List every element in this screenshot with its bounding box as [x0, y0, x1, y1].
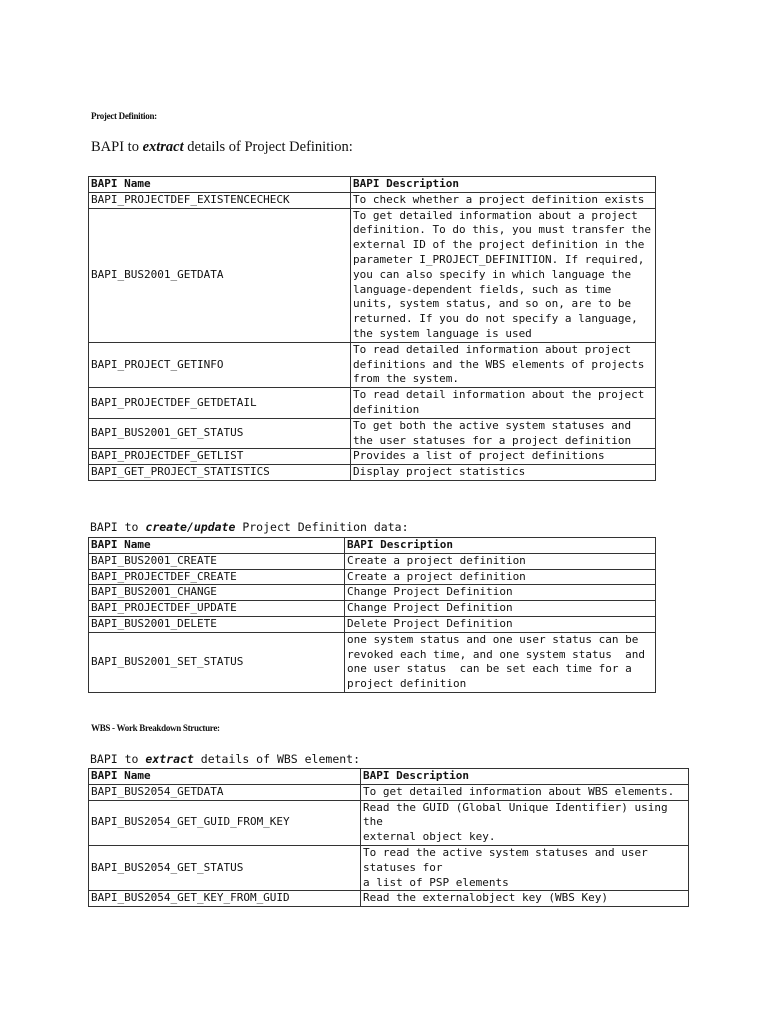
table-header-row: [89, 769, 689, 785]
intro-prefix: BAPI to: [90, 520, 146, 534]
table-row: [89, 784, 689, 800]
wbs-extract-table: [88, 768, 689, 907]
project-create-update-table: [88, 537, 656, 693]
table-row: [89, 192, 656, 208]
table-row: [89, 553, 656, 569]
table-row: [89, 388, 656, 419]
bapi-name-cell: BAPI_BUS2001_GETDATA: [89, 208, 351, 342]
intro-prefix: BAPI to: [91, 139, 143, 155]
header-bapi-name: BAPI Name: [89, 769, 361, 785]
intro-suffix: details of WBS element:: [193, 752, 361, 766]
bapi-description-cell: Provides a list of project definitions: [351, 449, 656, 465]
bapi-description-cell: Change Project Definition: [345, 585, 656, 601]
create-update-intro: [90, 520, 409, 534]
bapi-description-cell: Change Project Definition: [345, 601, 656, 617]
bapi-name-cell: BAPI_GET_PROJECT_STATISTICS: [89, 465, 351, 481]
table-header-row: [89, 538, 656, 554]
bapi-name-cell: BAPI_PROJECTDEF_EXISTENCECHECK: [89, 192, 351, 208]
intro-emphasis: extract: [145, 752, 194, 766]
intro-prefix: BAPI to: [90, 752, 146, 766]
bapi-description-cell: Read the externalobject key (WBS Key): [361, 891, 689, 907]
bapi-name-cell: BAPI_BUS2001_DELETE: [89, 616, 345, 632]
table-row: [89, 465, 656, 481]
intro-emphasis: create/update: [145, 520, 236, 534]
bapi-description-cell: Delete Project Definition: [345, 616, 656, 632]
bapi-name-cell: BAPI_BUS2001_SET_STATUS: [89, 632, 345, 692]
bapi-description-cell: Create a project definition: [345, 569, 656, 585]
header-bapi-description: BAPI Description: [351, 177, 656, 193]
intro-suffix: Project Definition data:: [235, 520, 409, 534]
table-row: [89, 585, 656, 601]
table-header-row: [89, 177, 656, 193]
extract-wbs-intro: [90, 752, 360, 766]
header-bapi-name: BAPI Name: [89, 538, 345, 554]
wbs-heading: WBS - Work Breakdown Structure:: [91, 723, 220, 733]
bapi-description-cell: Display project statistics: [351, 465, 656, 481]
intro-suffix: details of Project Definition:: [183, 139, 353, 155]
bapi-name-cell: BAPI_BUS2054_GET_GUID_FROM_KEY: [89, 800, 361, 845]
bapi-name-cell: BAPI_PROJECTDEF_GETLIST: [89, 449, 351, 465]
bapi-description-cell: To read detailed information about project definitions and the WBS elements of projects from the system.: [351, 342, 656, 387]
table-row: [89, 342, 656, 387]
bapi-name-cell: BAPI_BUS2001_CREATE: [89, 553, 345, 569]
bapi-name-cell: BAPI_BUS2054_GET_STATUS: [89, 845, 361, 890]
intro-emphasis: extract: [142, 139, 184, 155]
bapi-description-cell: To get both the active system statuses and the user statuses for a project definition: [351, 418, 656, 449]
bapi-name-cell: BAPI_PROJECTDEF_GETDETAIL: [89, 388, 351, 419]
table-row: [89, 208, 656, 342]
table-row: [89, 449, 656, 465]
table-row: [89, 891, 689, 907]
bapi-description-cell: To read the active system statuses and user statuses for a list of PSP elements: [361, 845, 689, 890]
table-row: [89, 800, 689, 845]
table-row: [89, 418, 656, 449]
bapi-description-cell: Create a project definition: [345, 553, 656, 569]
header-bapi-description: BAPI Description: [361, 769, 689, 785]
bapi-name-cell: BAPI_BUS2054_GET_KEY_FROM_GUID: [89, 891, 361, 907]
bapi-description-cell: To read detail information about the project definition: [351, 388, 656, 419]
bapi-name-cell: BAPI_PROJECT_GETINFO: [89, 342, 351, 387]
table-row: [89, 616, 656, 632]
bapi-name-cell: BAPI_BUS2001_CHANGE: [89, 585, 345, 601]
project-extract-table: [88, 176, 656, 481]
bapi-name-cell: BAPI_PROJECTDEF_CREATE: [89, 569, 345, 585]
table-row: [89, 845, 689, 890]
bapi-description-cell: To check whether a project definition exists: [351, 192, 656, 208]
header-bapi-description: BAPI Description: [345, 538, 656, 554]
project-definition-heading: Project Definition:: [91, 111, 157, 121]
bapi-description-cell: Read the GUID (Global Unique Identifier) using the external object key.: [361, 800, 689, 845]
header-bapi-name: BAPI Name: [89, 177, 351, 193]
bapi-name-cell: BAPI_BUS2001_GET_STATUS: [89, 418, 351, 449]
bapi-description-cell: To get detailed information about a project definition. To do this, you must transfer the external ID of the project definition in the parameter I_PROJECT_DEFINITION. If required, you can also specify in which language the language-dependent fields, such as time units, system status, and so on, are to be returned. If you do not specify a language, the system language is used: [351, 208, 656, 342]
bapi-description-cell: To get detailed information about WBS elements.: [361, 784, 689, 800]
bapi-description-cell: one system status and one user status can be revoked each time, and one system status and one user status can be set each time for a project definition: [345, 632, 656, 692]
table-row: [89, 632, 656, 692]
bapi-name-cell: BAPI_PROJECTDEF_UPDATE: [89, 601, 345, 617]
table-row: [89, 569, 656, 585]
bapi-name-cell: BAPI_BUS2054_GETDATA: [89, 784, 361, 800]
table-row: [89, 601, 656, 617]
extract-project-intro: [91, 139, 353, 156]
